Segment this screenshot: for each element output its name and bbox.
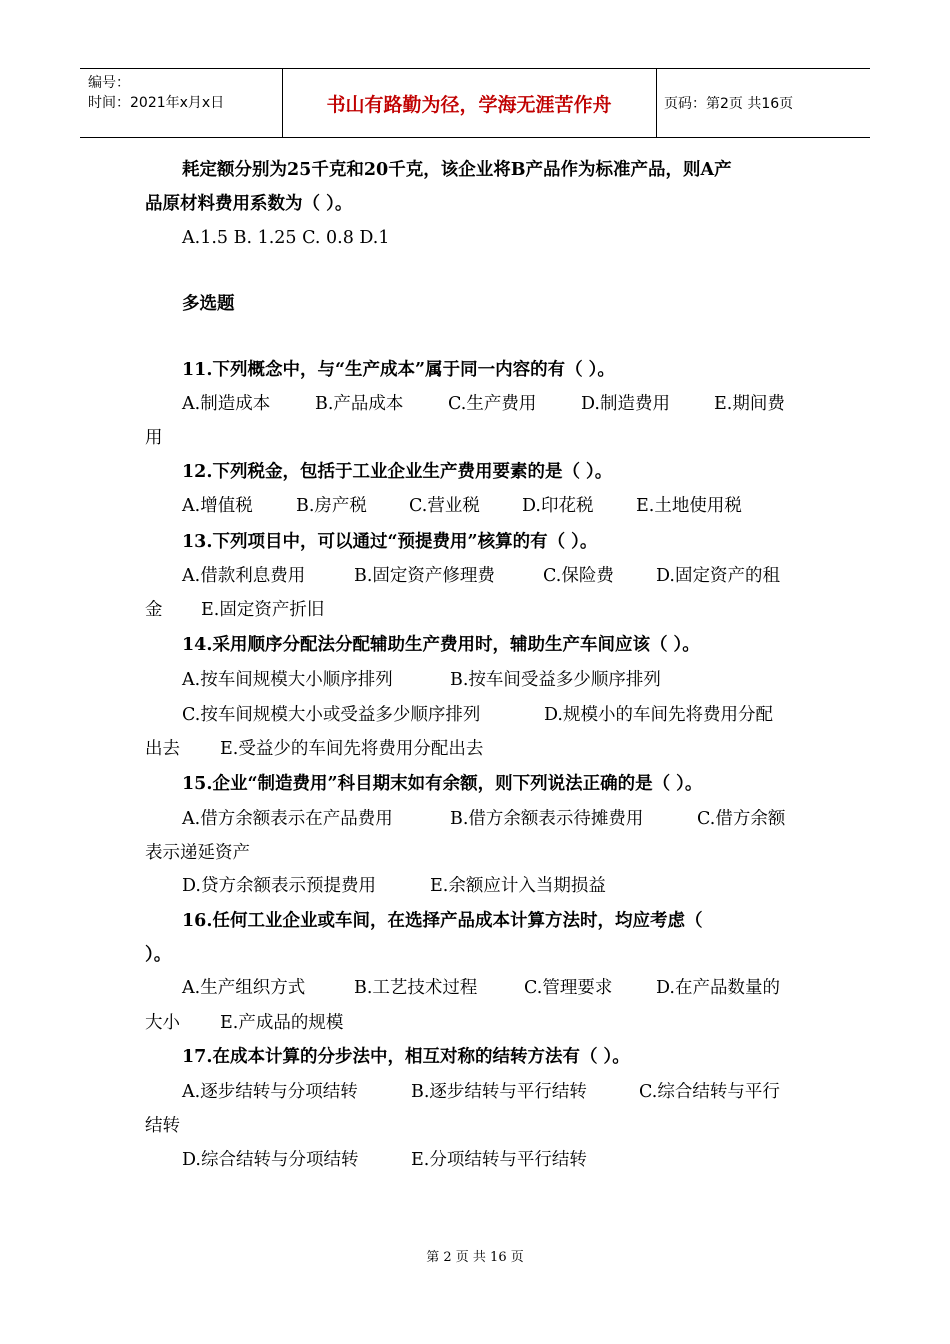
option: D.贷方余额表示预提费用	[182, 876, 376, 896]
option-row	[182, 807, 785, 831]
option: A.按车间规模大小顺序排列	[182, 670, 393, 690]
question-stem: 15.企业“制造费用”科目期末如有余额，则下列说法正确的是（ ）。	[182, 774, 703, 794]
option: B.房产税	[296, 496, 367, 516]
option: C.管理要求	[524, 978, 613, 998]
option: C.按车间规模大小或受益多少顺序排列	[182, 705, 481, 725]
option: B.产品成本	[315, 394, 404, 414]
option: C.借方余额	[697, 809, 786, 829]
option-row	[182, 1148, 587, 1172]
option: E.余额应计入当期损益	[430, 876, 606, 896]
question-stem: 14.采用顺序分配法分配辅助生产费用时，辅助生产车间应该（ ）。	[182, 635, 700, 655]
option: B.借方余额表示待摊费用	[450, 809, 644, 829]
option-wrap: 用	[145, 428, 163, 448]
option: B.工艺技术过程	[354, 978, 478, 998]
question-stem: 16.任何工业企业或车间，在选择产品成本计算方法时，均应考虑（	[182, 911, 703, 931]
option-wrap: 金	[145, 600, 163, 620]
option: E.土地使用税	[636, 496, 742, 516]
option-row	[182, 392, 785, 416]
document-header	[80, 68, 870, 138]
option: D.固定资产的租	[656, 566, 780, 586]
option: D.在产品数量的	[656, 978, 780, 998]
option-row	[182, 703, 773, 727]
option: D.综合结转与分项结转	[182, 1150, 359, 1170]
question-stem: 11.下列概念中，与“生产成本”属于同一内容的有（ ）。	[182, 360, 615, 380]
option-row	[182, 976, 780, 1000]
continuation-line: 品原材料费用系数为（ ）。	[145, 194, 353, 214]
option: E.产成品的规模	[220, 1013, 344, 1033]
option-wrap: 大小	[145, 1013, 180, 1033]
option-wrap-row	[145, 737, 483, 761]
option: B.逐步结转与平行结转	[411, 1082, 587, 1102]
option: A.生产组织方式	[182, 978, 306, 998]
option-wrap: 表示递延资产	[145, 843, 250, 863]
option-row	[182, 564, 780, 588]
option: E.期间费	[714, 394, 785, 414]
option: C.综合结转与平行	[639, 1082, 780, 1102]
option: D.规模小的车间先将费用分配	[544, 705, 773, 725]
header-motto: 书山有路勤为径，学海无涯苦作舟	[326, 93, 612, 116]
option-row	[182, 668, 661, 692]
date-label: 时间：2021年x月x日	[88, 95, 225, 111]
option-wrap-row	[145, 1011, 343, 1035]
option-row	[182, 874, 606, 898]
option-row	[182, 1080, 780, 1104]
header-divider	[656, 69, 657, 137]
option: E.分项结转与平行结转	[411, 1150, 587, 1170]
option: A.增值税	[182, 496, 253, 516]
page-footer: 第 2 页 共 16 页	[426, 1250, 524, 1265]
option-row	[182, 494, 742, 518]
question-stem: 17.在成本计算的分步法中，相互对称的结转方法有（ ）。	[182, 1047, 630, 1067]
continuation-line: 耗定额分别为25千克和20千克，该企业将B产品作为标准产品，则A产	[182, 160, 732, 180]
option: B.按车间受益多少顺序排列	[450, 670, 661, 690]
option-wrap-row	[145, 598, 324, 622]
question-stem-cont: ）。	[145, 945, 172, 965]
option-wrap: 出去	[145, 739, 180, 759]
option: C.保险费	[543, 566, 614, 586]
option: E.固定资产折旧	[201, 600, 325, 620]
option: A.制造成本	[182, 394, 271, 414]
option: C.生产费用	[448, 394, 537, 414]
question-stem: 12.下列税金，包括于工业企业生产费用要素的是（ ）。	[182, 462, 613, 482]
number-label: 编号：	[88, 75, 130, 91]
option: A.借方余额表示在产品费用	[182, 809, 393, 829]
section-title: 多选题	[182, 294, 235, 314]
option: C.营业税	[409, 496, 480, 516]
option: A.借款利息费用	[182, 566, 306, 586]
option: A.逐步结转与分项结转	[182, 1082, 358, 1102]
continuation-options: A.1.5 B. 1.25 C. 0.8 D.1	[182, 228, 390, 248]
header-page-info: 页码：第2页 共16页	[664, 96, 794, 112]
option: D.印花税	[522, 496, 594, 516]
option: D.制造费用	[581, 394, 670, 414]
header-meta	[88, 73, 224, 113]
option: B.固定资产修理费	[354, 566, 495, 586]
option-wrap: 结转	[145, 1116, 180, 1136]
question-stem: 13.下列项目中，可以通过“预提费用”核算的有（ ）。	[182, 532, 598, 552]
option: E.受益少的车间先将费用分配出去	[220, 739, 484, 759]
